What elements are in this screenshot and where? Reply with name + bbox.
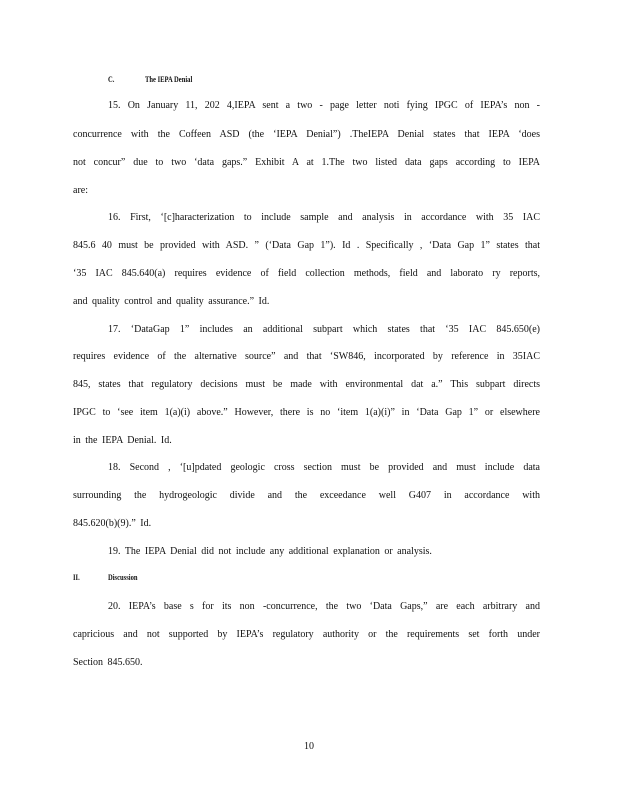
section-ii-number: II. <box>73 573 80 582</box>
paragraph-20-line-1: 20. IEPA’s base s for its non -concurrence, the two ‘Data Gaps,” are each arbitrary and <box>108 601 540 612</box>
section-c-heading: The IEPA Denial <box>145 75 193 84</box>
paragraph-17-line-3: 845, states that regulatory decisions must be made with environmental dat a.” This subpart directs <box>73 379 540 390</box>
paragraph-17-line-2: requires evidence of the alternative source” and that ‘SW846, incorporated by reference in 35IAC <box>73 351 540 362</box>
paragraph-18-line-1: 18. Second , ‘[u]pdated geologic cross section must be provided and must include data <box>108 462 540 473</box>
paragraph-18-line-3: 845.620(b)(9).” Id. <box>73 518 152 529</box>
paragraph-15-line-1: 15. On January 11, 202 4,IEPA sent a two - page letter noti fying IPGC of IEPA’s non - <box>108 100 540 111</box>
paragraph-15-line-2: concurrence with the Coffeen ASD (the ‘IEPA Denial”) .TheIEPA Denial states that IEPA ‘does <box>73 129 540 140</box>
paragraph-19-line-1: 19. The IEPA Denial did not include any additional explanation or analysis. <box>108 546 432 557</box>
paragraph-20-line-2: capricious and not supported by IEPA’s regulatory authority or the requirements set forth under <box>73 629 540 640</box>
section-c-letter: C. <box>108 75 115 84</box>
paragraph-16-line-2: 845.6 40 must be provided with ASD. ” (‘Data Gap 1”). Id . Specifically , ‘Data Gap 1” states that <box>73 240 540 251</box>
paragraph-17-line-4: IPGC to ‘see item 1(a)(i) above.” However, there is no ‘item 1(a)(i)” in ‘Data Gap 1” or elsewhere <box>73 407 540 418</box>
section-ii-heading: Discussion <box>108 573 138 582</box>
paragraph-16-line-4: and quality control and quality assurance.” Id. <box>73 296 270 307</box>
paragraph-15-line-3: not concur” due to two ‘data gaps.” Exhibit A at 1.The two listed data gaps according to IEPA <box>73 157 540 168</box>
paragraph-17-line-5: in the IEPA Denial. Id. <box>73 435 172 446</box>
page-number: 10 <box>304 741 314 752</box>
paragraph-16-line-3: ‘35 IAC 845.640(a) requires evidence of field collection methods, field and laborato ry reports, <box>73 268 540 279</box>
paragraph-18-line-2: surrounding the hydrogeologic divide and the exceedance well G407 in accordance with <box>73 490 540 501</box>
paragraph-15-line-4: are: <box>73 185 88 196</box>
paragraph-17-line-1: 17. ‘DataGap 1” includes an additional subpart which states that ‘35 IAC 845.650(e) <box>108 324 540 335</box>
paragraph-20-line-3: Section 845.650. <box>73 657 143 668</box>
paragraph-16-line-1: 16. First, ‘[c]haracterization to include sample and analysis in accordance with 35 IAC <box>108 212 540 223</box>
